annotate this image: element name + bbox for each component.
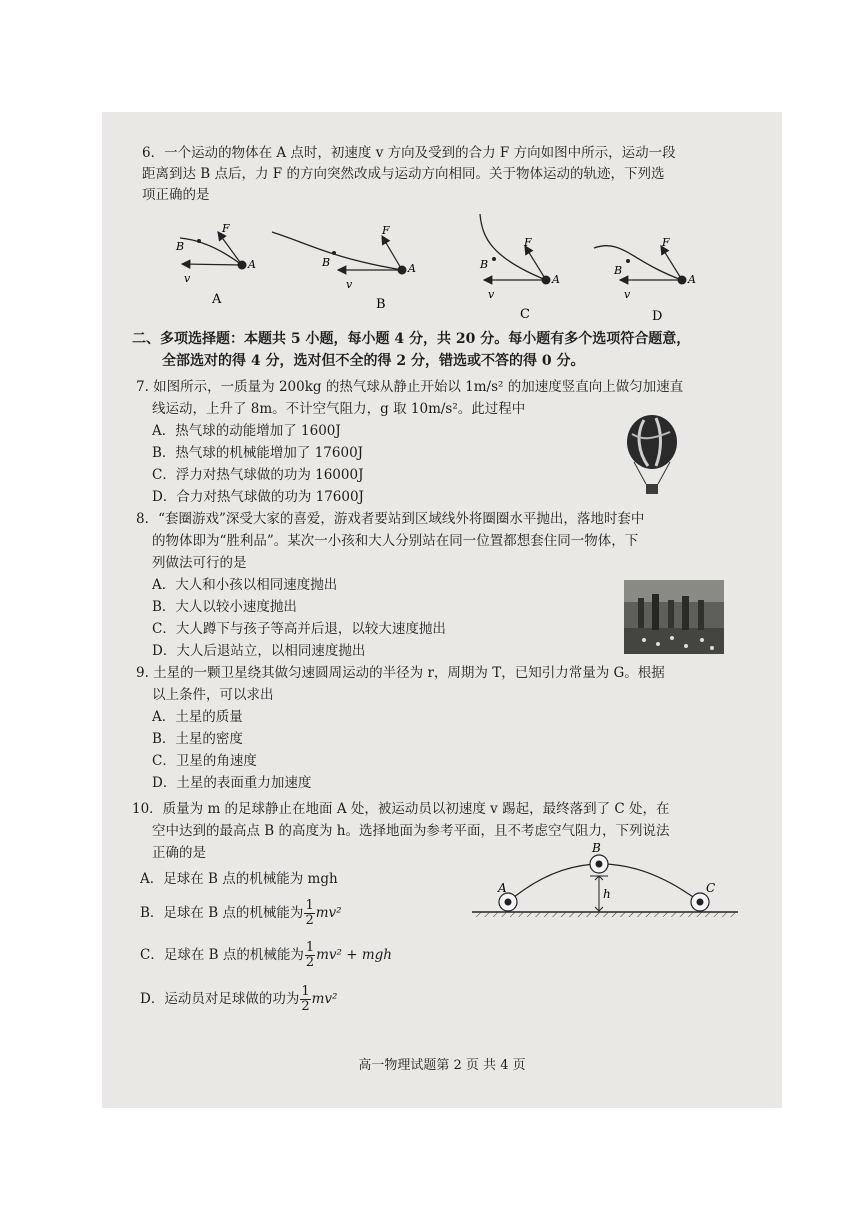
q10-fig-label-b: B: [592, 841, 601, 855]
q8-option-b: B．大人以较小速度抛出: [152, 599, 297, 615]
fraction-one-half: [304, 899, 314, 928]
q6-fig-a-label: A: [212, 292, 222, 307]
q6-fig-d-pt-a: A: [688, 273, 696, 286]
q9-option-c: C．卫星的角速度: [152, 753, 257, 769]
q6-fig-b-vel: v: [346, 278, 353, 291]
fraction-numerator: 1: [305, 940, 315, 955]
q8-line-1: 8．“套圈游戏”深受大家的喜爱，游戏者要站到区域线外将圈圈水平抛出，落地时套中: [136, 511, 645, 527]
q6-fig-c-vel: v: [488, 288, 495, 301]
fraction-denominator: 2: [305, 955, 315, 970]
q6-fig-b-force: F: [382, 224, 390, 237]
q6-trajectory-figures: [162, 210, 762, 330]
fraction-numerator: 1: [301, 984, 310, 999]
hot-air-balloon-image: [622, 414, 682, 502]
q6-fig-a: [175, 222, 256, 307]
q6-fig-d-pt-b: B: [614, 264, 623, 277]
fraction-numerator: 1: [305, 898, 314, 913]
mv-squared: mv²: [311, 991, 338, 1007]
q8-option-a: A．大人和小孩以相同速度抛出: [152, 577, 338, 593]
q9-option-d: D．土星的表面重力加速度: [152, 775, 312, 791]
q6-fig-c-pt-a: A: [552, 273, 560, 286]
q10-option-d: [140, 982, 337, 1016]
q8-line-2: 的物体即为“胜利品”。某次一小孩和大人分别站在同一位置都想套住同一物体，下: [152, 533, 639, 549]
q6-fig-d-force: F: [662, 236, 670, 249]
q9-option-a: A．土星的质量: [152, 709, 243, 725]
fraction-one-half: [300, 985, 310, 1014]
q10-line-3: 正确的是: [152, 845, 206, 861]
q6-fig-d: [594, 236, 696, 324]
q6-fig-a-force: F: [222, 222, 230, 235]
page-footer: 高一物理试题第 2 页 共 4 页: [358, 1058, 526, 1073]
q10-option-c-prefix: C．足球在 B 点的机械能为: [140, 947, 304, 963]
q6-fig-b-pt-b: B: [322, 256, 331, 269]
plus-mgh: + mgh: [346, 947, 393, 963]
q10-fig-label-h: h: [603, 887, 611, 901]
q6-fig-c: [479, 214, 560, 322]
q10-line-1: 10．质量为 m 的足球静止在地面 A 处，被运动员以初速度 v 踢起，最终落到了 C 处，在: [132, 801, 670, 817]
q10-line-2: 空中达到的最高点 B 的高度为 h。选择地面为参考平面，且不考虑空气阻力，下列说法: [152, 823, 670, 839]
q8-line-3: 列做法可行的是: [152, 555, 247, 571]
q6-line-1: 6．一个运动的物体在 A 点时，初速度 v 方向及受到的合力 F 方向如图中所示，运动一段: [142, 145, 676, 161]
fraction-denominator: 2: [305, 913, 314, 928]
q7-line-2: 线运动，上升了 8m。不计空气阻力，g 取 10m/s²。此过程中: [152, 401, 526, 417]
q6-fig-b-pt-a: A: [408, 262, 416, 275]
q6-fig-d-vel: v: [624, 288, 631, 301]
q6-fig-c-force: F: [524, 236, 532, 249]
q8-option-d: D．大人后退站立，以相同速度抛出: [152, 643, 366, 659]
q6-fig-c-label: C: [520, 307, 530, 322]
q10-option-b-prefix: B．足球在 B 点的机械能为: [140, 905, 304, 921]
q8-option-c: C．大人蹲下与孩子等高并后退，以较大速度抛出: [152, 621, 446, 637]
q6-fig-a-pt-b: B: [176, 240, 185, 253]
ring-toss-photo: [624, 580, 724, 654]
q10-option-d-prefix: D．运动员对足球做的功为: [140, 991, 300, 1007]
q10-option-a: A．足球在 B 点的机械能为 mgh: [140, 871, 338, 887]
q6-line-3: 项正确的是: [142, 187, 210, 203]
mv-squared: mv²: [316, 947, 342, 963]
q7-option-c: C．浮力对热气球做的功为 16000J: [152, 467, 364, 483]
section2-line-2: 全部选对的得 4 分，选对但不全的得 2 分，错选或不答的得 0 分。: [162, 353, 585, 369]
q7-line-1: 7. 如图所示，一质量为 200kg 的热气球从静止开始以 1m/s² 的加速度竖直向上做匀加速直: [136, 379, 684, 395]
q7-option-d: D．合力对热气球做的功为 17600J: [152, 489, 364, 505]
q10-option-c: [140, 938, 392, 972]
q6-fig-c-pt-b: B: [480, 258, 489, 271]
q6-fig-a-pt-a: A: [248, 258, 256, 271]
q9-option-b: B．土星的密度: [152, 731, 243, 747]
exam-page: [102, 112, 782, 1108]
mv-squared: mv²: [315, 905, 342, 921]
q10-option-b: [140, 896, 342, 930]
q7-option-b: B．热气球的机械能增加了 17600J: [152, 445, 364, 461]
q9-line-2: 以上条件，可以求出: [152, 687, 274, 703]
section2-line-1: 二、多项选择题：本题共 5 小题，每小题 4 分，共 20 分。每小题有多个选项符合题意，: [132, 331, 691, 347]
q6-fig-b: [272, 224, 416, 312]
q10-football-figure: [468, 840, 744, 920]
fraction-denominator: 2: [301, 999, 310, 1014]
q7-option-a: A．热气球的动能增加了 1600J: [152, 423, 341, 439]
fraction-one-half: [305, 941, 315, 970]
q6-fig-d-label: D: [652, 309, 663, 324]
q10-fig-label-a: A: [498, 881, 507, 895]
q6-line-2: 距离到达 B 点后，力 F 的方向突然改成与运动方向相同。关于物体运动的轨迹，下列选: [142, 166, 665, 182]
q10-fig-label-c: C: [706, 881, 716, 895]
q9-line-1: 9. 土星的一颗卫星绕其做匀速圆周运动的半径为 r，周期为 T，已知引力常量为 G。根据: [136, 665, 665, 681]
q6-fig-b-label: B: [376, 297, 386, 312]
q6-fig-a-vel: v: [184, 272, 191, 285]
